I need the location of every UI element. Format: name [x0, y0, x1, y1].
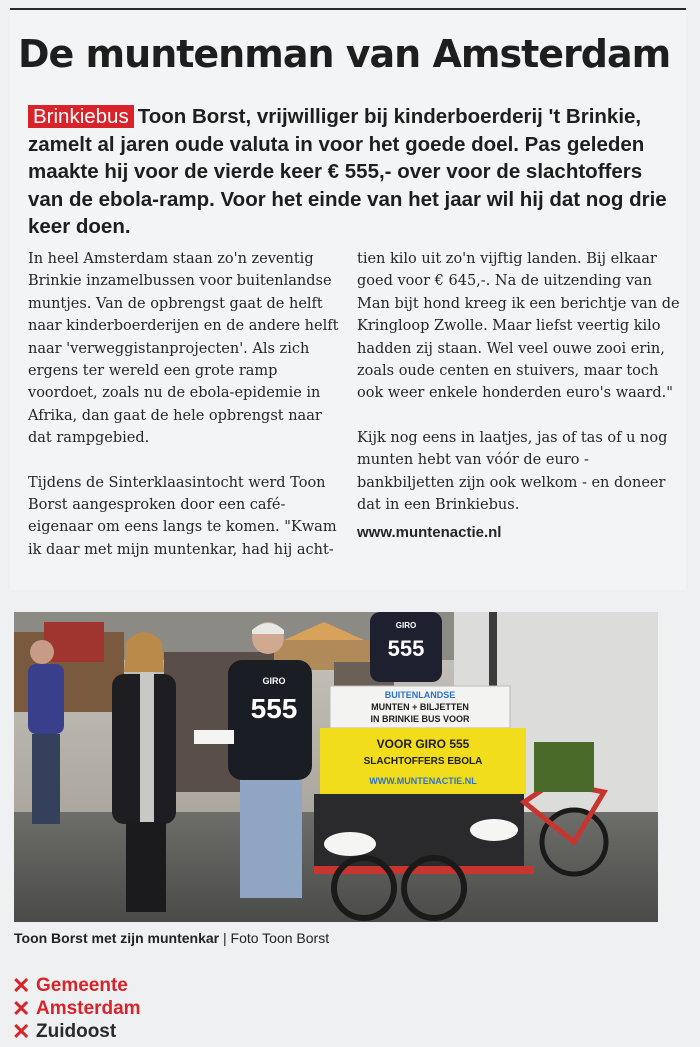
logo-text: Zuidoost — [36, 1020, 117, 1042]
news-photo — [14, 612, 658, 922]
sign-line-6: WWW.MUNTENACTIE.NL — [369, 776, 477, 786]
logo-line — [12, 1020, 141, 1043]
sign-line-2: MUNTEN + BILJETTEN — [371, 702, 469, 712]
logo-line — [12, 974, 141, 997]
intro-paragraph — [28, 103, 674, 241]
photo-credit: | Foto Toon Borst — [222, 930, 330, 946]
headline: De muntenman van Amsterdam — [18, 32, 671, 76]
gemeente-logo — [12, 974, 141, 1043]
cross-icon: ✕ — [12, 972, 31, 998]
shirt-number: 555 — [250, 693, 298, 724]
sign-line-1: BUITENLANDSE — [384, 690, 456, 700]
caption-text: Toon Borst met zijn muntenkar — [14, 930, 220, 946]
photo-caption — [14, 930, 329, 946]
logo-line — [12, 997, 141, 1020]
shirt-label: GIRO — [262, 676, 286, 686]
column-left — [28, 248, 346, 583]
back-shirt-number: 555 — [387, 636, 425, 661]
website-link[interactable]: www.muntenactie.nl — [357, 524, 502, 542]
logo-text: Amsterdam — [36, 997, 141, 1019]
cross-icon: ✕ — [12, 995, 31, 1021]
sign-line-4: VOOR GIRO 555 — [376, 737, 470, 751]
column-right — [357, 248, 683, 545]
paragraph: In heel Amsterdam staan zo'n zeventig Brinkie inzamelbussen voor buitenlandse muntjes. Van de opbrengst gaat de helft naar kinderboerderijen en de andere helft naar 'verweggistanprojecten'. Als zich ergens ter wereld een grote ramp voordoet, zoals nu de ebola-epidemie in Afrika, dan gaat de hele opbrengst naar dat rampgebied. — [28, 251, 339, 447]
cross-icon: ✕ — [12, 1018, 31, 1044]
paragraph: Kijk nog eens in laatjes, jas of tas of u nog munten hebt van vóór de euro - bankbiljetten zijn ook welkom - en doneer dat in een Brinkiebus. — [357, 429, 668, 514]
back-shirt-label: GIRO — [395, 621, 417, 630]
category-tag: Brinkiebus — [28, 105, 134, 128]
logo-text: Gemeente — [36, 974, 128, 996]
intro-text: Toon Borst, vrijwilliger bij kinderboerderij 't Brinkie, zamelt al jaren oude valuta in voor het goede doel. Pas geleden maakte hij voor de vierde keer € 555,- over voor de slachtoffers van de ebola-ramp. Voor het einde van het jaar wil hij dat nog drie keer doen. — [28, 105, 667, 238]
sign-line-5: SLACHTOFFERS EBOLA — [363, 756, 483, 767]
paragraph: tien kilo uit zo'n vijftig landen. Bij elkaar goed voor € 645,-. Na de uitzending van Man bijt hond kreeg ik een berichtje van de Kringloop Zwolle. Maar liefst veertig kilo hadden zij staan. Wel veel ouwe zooi erin, zoals oude centen en stuivers, maar toch ook weer enkele honderden euro's waard." — [357, 251, 680, 402]
sign-line-3: IN BRINKIE BUS VOOR — [370, 714, 470, 724]
paragraph: Tijdens de Sinterklaasintocht werd Toon Borst aangesproken door een café-eigenaar om eens langs te komen. "Kwam ik daar met mijn muntenkar, had hij acht- — [28, 474, 337, 558]
